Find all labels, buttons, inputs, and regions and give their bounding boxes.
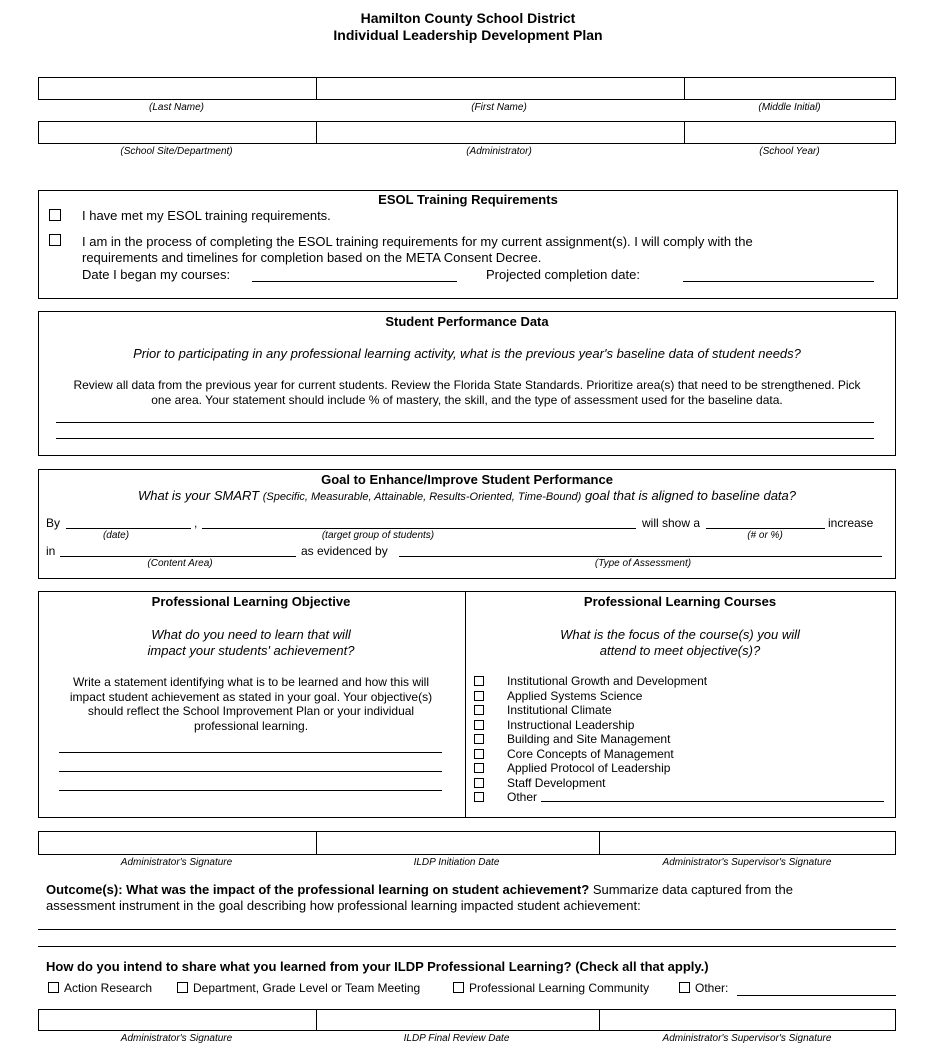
action-research-checkbox[interactable] <box>48 982 59 993</box>
performance-line-1[interactable] <box>56 422 874 423</box>
course-label: Core Concepts of Management <box>507 746 674 761</box>
date-caption: (date) <box>102 530 130 541</box>
courses-question-1: What is the focus of the course(s) you will <box>560 627 800 642</box>
esol-process-line-1: I am in the process of completing the ESOL training requirements for my current assignment(s). I will comply with the <box>82 234 753 249</box>
esol-process-line-2: requirements and timelines for completion based on the META Consent Decree. <box>82 250 542 265</box>
administrator-label: (Administrator) <box>466 146 532 157</box>
course-label: Applied Protocol of Leadership <box>507 761 671 775</box>
goal-title: Goal to Enhance/Improve Student Performance <box>321 472 613 487</box>
performance-instr-line-2: one area. Your statement should include % of mastery, the skill, and the type of assessment used for the baseline data. <box>151 393 783 407</box>
outcome-text-1: Summarize data captured from the <box>589 882 793 897</box>
performance-instr-line-1: Review all data from the previous year for current students. Review the Florida State Standards. Prioritize area(s) that need to be strengthened. Pick <box>73 378 861 392</box>
goal-assessment-line[interactable] <box>399 556 882 557</box>
objective-instr-3: should reflect the School Improvement Plan or your individual <box>87 704 415 718</box>
outcome-heading: Outcome(s): What was the impact of the professional learning on student achievement? <box>46 882 590 897</box>
courses-question <box>464 627 896 659</box>
outcome-text <box>46 882 896 914</box>
course-checkbox[interactable] <box>474 749 484 759</box>
goal-question-a: What is your SMART <box>137 488 263 503</box>
initiation-date-label: ILDP Initiation Date <box>413 857 500 868</box>
goal-target-line[interactable] <box>202 528 636 529</box>
goal-content-line[interactable] <box>60 556 296 557</box>
performance-question: Prior to participating in any professional learning activity, what is the previous year's baseline data of student needs? <box>133 346 801 361</box>
projected-label: Projected completion date: <box>486 267 640 282</box>
final-review-date-label: ILDP Final Review Date <box>403 1033 510 1044</box>
last-name-label: (Last Name) <box>148 102 204 113</box>
course-label: Staff Development <box>507 775 606 790</box>
course-checkbox[interactable] <box>474 763 484 773</box>
goal-question-b: (Specific, Measurable, Attainable, Results-Oriented, Time-Bound) <box>262 491 582 503</box>
objective-instructions <box>44 675 458 733</box>
performance-instructions <box>40 378 894 408</box>
plc-checkbox[interactable] <box>453 982 464 993</box>
course-label: Institutional Growth and Development <box>507 674 708 688</box>
increase-label: increase <box>828 516 874 530</box>
department-meeting-checkbox[interactable] <box>177 982 188 993</box>
district-name: Hamilton County School District <box>360 10 576 26</box>
courses-question-2: attend to meet objective(s)? <box>599 643 761 658</box>
objective-instr-1: Write a statement identifying what is to be learned and how this will <box>73 675 429 689</box>
share-question: How do you intend to share what you learned from your ILDP Professional Learning? (Check all that apply.) <box>46 959 709 974</box>
course-checkbox[interactable] <box>474 691 484 701</box>
objective-line-2[interactable] <box>59 771 442 772</box>
course-checkbox[interactable] <box>474 720 484 730</box>
document-title: Individual Leadership Development Plan <box>333 27 603 43</box>
objective-instr-4: professional learning. <box>193 718 309 733</box>
objective-question-2: impact your students' achievement? <box>147 643 355 658</box>
objective-line-1[interactable] <box>59 752 442 753</box>
target-caption: (target group of students) <box>321 530 435 541</box>
goal-question <box>38 488 896 503</box>
school-site-label: (School Site/Department) <box>120 146 233 157</box>
document-header <box>0 10 936 44</box>
share-other-label: Other: <box>695 981 729 995</box>
esol-process-label <box>82 234 753 266</box>
outcome-line-1[interactable] <box>38 929 896 930</box>
course-other-line[interactable] <box>541 801 884 802</box>
department-meeting-label: Department, Grade Level or Team Meeting <box>193 981 421 995</box>
performance-title: Student Performance Data <box>385 314 549 329</box>
course-checkbox[interactable] <box>474 792 484 802</box>
esol-met-checkbox[interactable] <box>49 209 61 221</box>
objective-question <box>38 627 464 659</box>
name-row <box>38 77 896 100</box>
assessment-caption: (Type of Assessment) <box>594 558 692 569</box>
evidenced-label: as evidenced by <box>301 544 388 558</box>
performance-line-2[interactable] <box>56 438 874 439</box>
supervisor-signature-label: Administrator's Supervisor's Signature <box>662 857 832 868</box>
course-checkbox[interactable] <box>474 676 484 686</box>
objective-question-1: What do you need to learn that will <box>151 627 351 642</box>
objective-title: Professional Learning Objective <box>151 594 351 609</box>
course-label: Applied Systems Science <box>507 688 643 703</box>
in-label: in <box>46 544 56 558</box>
objective-instr-2: impact student achievement as stated in your goal. Your objective(s) <box>69 689 433 704</box>
esol-process-checkbox[interactable] <box>49 234 61 246</box>
outcome-line-2[interactable] <box>38 946 896 947</box>
by-label: By <box>46 516 61 530</box>
esol-met-label: I have met my ESOL training requirements. <box>82 208 331 223</box>
objective-line-3[interactable] <box>59 790 442 791</box>
supervisor-signature-final-label: Administrator's Supervisor's Signature <box>662 1033 832 1044</box>
content-caption: (Content Area) <box>147 558 213 569</box>
course-label: Instructional Leadership <box>507 717 635 732</box>
course-label: Building and Site Management <box>507 732 671 746</box>
course-checkbox[interactable] <box>474 778 484 788</box>
courses-title: Professional Learning Courses <box>583 594 777 609</box>
esol-title: ESOL Training Requirements <box>378 192 558 207</box>
course-checkbox[interactable] <box>474 705 484 715</box>
goal-percent-line[interactable] <box>706 528 825 529</box>
goal-date-line[interactable] <box>66 528 191 529</box>
percent-caption: (# or %) <box>747 530 783 541</box>
course-checkbox[interactable] <box>474 734 484 744</box>
school-year-label: (School Year) <box>759 146 820 157</box>
goal-question-c: goal that is aligned to baseline data? <box>581 488 797 503</box>
site-row <box>38 121 896 144</box>
will-show-label: will show a <box>642 516 701 530</box>
plc-label: Professional Learning Community <box>469 981 650 995</box>
signature-row-2 <box>38 1009 896 1031</box>
admin-signature-final-label: Administrator's Signature <box>120 1033 233 1044</box>
date-began-label: Date I began my courses: <box>82 267 231 282</box>
signature-row-1 <box>38 831 896 855</box>
middle-initial-label: (Middle Initial) <box>758 102 821 113</box>
projected-line[interactable] <box>683 281 874 282</box>
share-other-line[interactable] <box>737 995 896 996</box>
share-other-checkbox[interactable] <box>679 982 690 993</box>
outcome-text-2: assessment instrument in the goal describing how professional learning impacted student achievement: <box>46 898 641 913</box>
action-research-label: Action Research <box>64 981 153 995</box>
date-began-line[interactable] <box>252 281 457 282</box>
course-label: Other <box>507 790 538 804</box>
admin-signature-label: Administrator's Signature <box>120 857 233 868</box>
goal-comma: , <box>194 516 198 530</box>
first-name-label: (First Name) <box>471 102 527 113</box>
course-label: Institutional Climate <box>507 703 612 717</box>
